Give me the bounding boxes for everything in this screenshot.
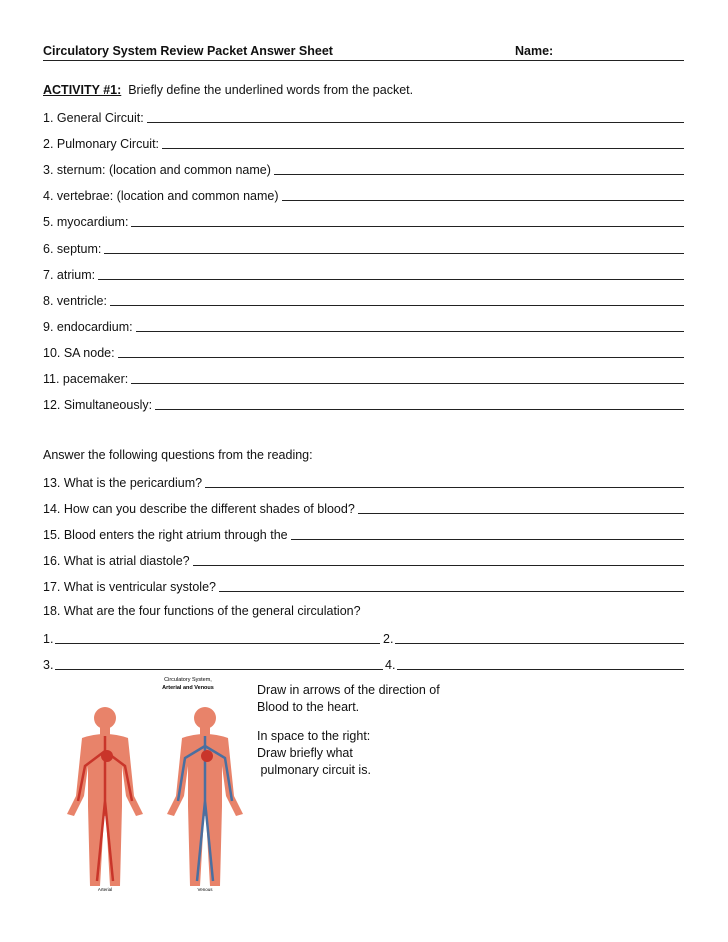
note-line: Blood to the heart. — [257, 700, 360, 714]
arterial-body — [67, 707, 143, 886]
term-row[interactable] — [43, 161, 684, 177]
answer-number: 4. — [385, 658, 396, 672]
answer-line[interactable] — [147, 122, 684, 123]
answer-line[interactable] — [55, 669, 383, 670]
question-row-label: 15. Blood enters the right atrium through the — [43, 528, 288, 542]
answer-line[interactable] — [274, 174, 684, 175]
answer-line[interactable] — [131, 383, 684, 384]
question-row[interactable] — [43, 474, 684, 490]
answer-line[interactable] — [358, 513, 684, 514]
term-row-label: 1. General Circuit: — [43, 111, 144, 125]
term-row-label: 7. atrium: — [43, 267, 96, 282]
note-line: Draw in arrows of the direction of — [257, 683, 440, 697]
term-row-label: 11. pacemaker: — [43, 372, 129, 386]
answer-field-4[interactable] — [385, 656, 684, 672]
answer-line[interactable] — [55, 643, 380, 644]
answer-line[interactable] — [193, 565, 684, 566]
question-18: 18. What are the four functions of the general circulation? — [43, 604, 361, 618]
term-row[interactable] — [43, 109, 684, 125]
answer-field-2[interactable] — [383, 630, 684, 646]
answer-line[interactable] — [291, 539, 684, 540]
note-line: Draw briefly what — [257, 746, 353, 760]
answer-line[interactable] — [282, 200, 684, 201]
answer-line[interactable] — [155, 409, 684, 410]
answer-field-3[interactable] — [43, 656, 383, 672]
answer-line[interactable] — [131, 226, 684, 227]
term-row[interactable] — [43, 370, 684, 386]
figure-title: Circulatory System, — [164, 677, 212, 683]
venous-body — [167, 707, 243, 886]
answer-line[interactable] — [104, 253, 684, 254]
answer-number: 2. — [383, 632, 394, 646]
answer-line[interactable] — [395, 643, 684, 644]
term-row-label: 10. SA node: — [43, 345, 115, 360]
note-line: In space to the right: — [257, 729, 371, 743]
question-row-label: 14. How can you describe the different shades of blood? — [43, 502, 355, 516]
question-row[interactable] — [43, 500, 684, 516]
figure-subtitle: Arterial and Venous — [162, 685, 214, 691]
question-row[interactable] — [43, 578, 684, 594]
term-row[interactable] — [43, 240, 684, 256]
venous-label: Venous — [197, 887, 213, 892]
term-row-label: 9. endocardium: — [43, 319, 133, 334]
term-row[interactable] — [43, 318, 684, 334]
question-row-label: 13. What is the pericardium? — [43, 476, 203, 490]
term-row[interactable] — [43, 187, 684, 203]
answer-line[interactable] — [136, 331, 684, 332]
circulatory-system-figure — [60, 672, 250, 892]
term-row[interactable] — [43, 344, 684, 360]
term-row[interactable] — [43, 266, 684, 282]
answer-number: 3. — [43, 658, 54, 672]
answer-field-1[interactable] — [43, 630, 380, 646]
answer-number: 1. — [43, 632, 54, 646]
answer-line[interactable] — [162, 148, 684, 149]
question-row-label: 16. What is atrial diastole? — [43, 554, 190, 568]
answer-line[interactable] — [118, 357, 684, 358]
term-row-label: 3. sternum: (location and common name) — [43, 163, 271, 178]
question-row[interactable] — [43, 552, 684, 568]
term-row-label: 6. septum: — [43, 241, 102, 256]
activity-instruction: Briefly define the underlined words from the packet. — [128, 83, 414, 97]
header — [43, 44, 684, 61]
term-row-label: 4. vertebrae: (location and common name) — [43, 189, 279, 204]
note-spacer — [257, 716, 440, 728]
term-row-label: 2. Pulmonary Circuit: — [43, 137, 160, 152]
question-row-label: 17. What is ventricular systole? — [43, 580, 216, 594]
term-row-label: 12. Simultaneously: — [43, 398, 153, 413]
answer-line[interactable] — [205, 487, 684, 488]
activity-label: ACTIVITY #1: — [43, 83, 122, 97]
term-row[interactable] — [43, 292, 684, 308]
answer-line[interactable] — [219, 591, 684, 592]
activity-heading — [43, 83, 413, 97]
term-row[interactable] — [43, 396, 684, 412]
reading-intro: Answer the following questions from the reading: — [43, 448, 313, 462]
name-label: Name: — [515, 44, 554, 58]
answer-line[interactable] — [110, 305, 684, 306]
drawing-instructions — [257, 682, 440, 779]
answer-line[interactable] — [98, 279, 684, 280]
term-row-label: 5. myocardium: — [43, 215, 129, 230]
arterial-label: Arterial — [97, 887, 113, 892]
note-line: pulmonary circuit is. — [257, 763, 371, 777]
sheet-title: Circulatory System Review Packet Answer Sheet — [43, 44, 333, 58]
answer-line[interactable] — [397, 669, 684, 670]
question-row[interactable] — [43, 526, 684, 542]
term-row-label: 8. ventricle: — [43, 293, 107, 308]
term-row[interactable] — [43, 213, 684, 229]
term-row[interactable] — [43, 135, 684, 151]
